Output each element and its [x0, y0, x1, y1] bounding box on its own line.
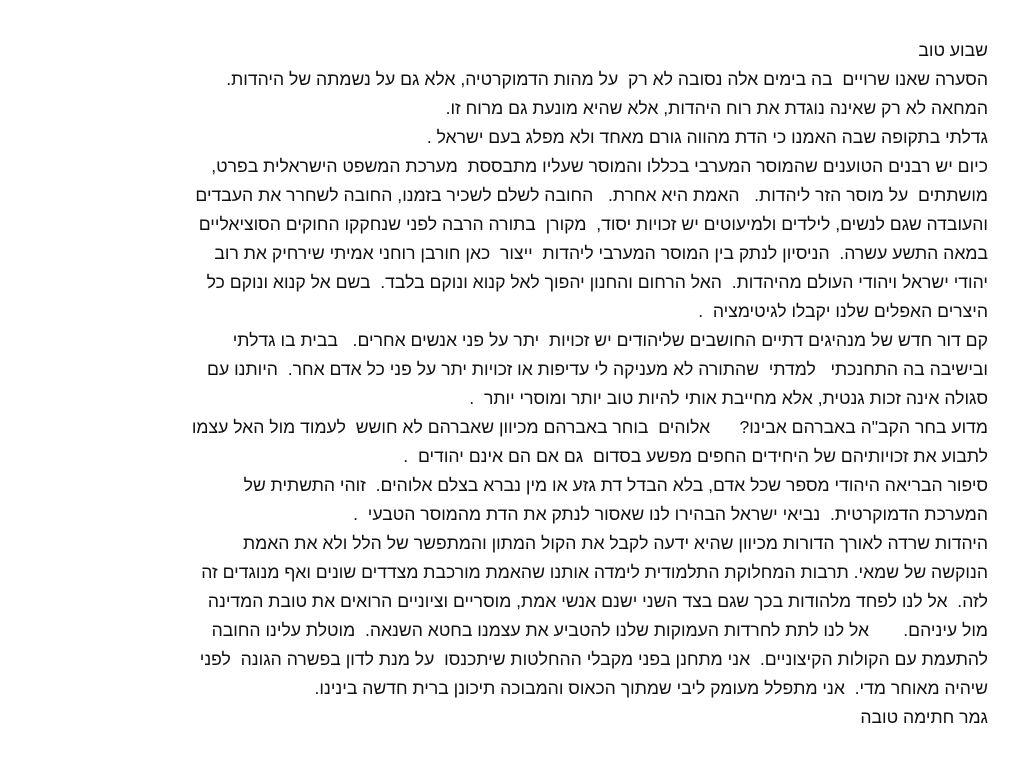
text-line-5: מושתתים על מוסר הזר ליהדות. האמת היא אחרת. החובה לשלם לשכיר בזמנו, החובה לשחרר את העבדים — [195, 185, 988, 205]
text-line-3: גדלתי בתקופה שבה האמנו כי הדת מהווה גורם מאחד ולא מפלג בעם ישראל . — [426, 127, 988, 147]
closing-line: גמר חתימה טובה — [860, 707, 988, 727]
text-line-15: סיפור הבריאה היהודי מספר שכל אדם, בלא הבדל דת גזע או מין נברא בצלם אלוהים. זוהי התשתית של — [243, 475, 988, 495]
text-line-18: הנוקשה של שמאי. תרבות המחלוקת התלמודית לימדה אותנו שהאמת מורכבת מצדדים שונים ואף מנוגדים זה — [201, 562, 988, 582]
text-line-6: והעובדה שגם לנשים, לילדים ולמיעוטים יש זכויות יסוד, מקורן בתורה הרבה לפני שנחקקו החוקים הסוציאליים — [198, 214, 988, 234]
greeting-line: שבוע טוב — [918, 40, 988, 60]
text-line-7: במאה התשע עשרה. הניסיון לנתק בין המוסר המערבי ליהדות ייצור כאן חורבן רוחני אמיתי שירחיק את רוב — [214, 243, 988, 263]
text-line-19: לזה. אל לנו לפחד מלהודות בכך שגם בצד השני ישנם אנשי אמת, מוסריים וציוניים הרואים את טובת המדינה — [207, 591, 988, 611]
text-line-17: היהדות שרדה לאורך הדורות מכיוון שהיא ידעה לקבל את הקול המתון והמתפשר של הלל ולא את האמת — [242, 533, 988, 553]
text-line-2: המחאה לא רק שאינה נוגדת את רוח היהדות, אלא שהיא מונעת גם מרוח זו. — [445, 98, 988, 118]
text-line-10: קם דור חדש של מנהיגים דתיים החושבים שליהודים יש זכויות יתר על פני אנשים אחרים. בבית בו גדלתי — [232, 330, 988, 350]
text-line-8: יהודי ישראל ויהודי העולם מהיהדות. האל הרחום והחנון יהפוך לאל קנוא ונוקם בלבד. בשם אל קנוא ונוקם כל — [206, 272, 988, 292]
text-line-12: סגולה אינה זכות גנטית, אלא מחייבת אותי להיות טוב יותר ומוסרי יותר . — [469, 388, 988, 408]
text-line-20: מול עיניהם. אל לנו לתת לחרדות העמוקות שלנו להטביע את עצמנו בחטא השנאה. מוטלת עלינו החובה — [211, 620, 988, 640]
text-line-11: ובישיבה בה התחנכתי למדתי שהתורה לא מעניקה לי עדיפות או זכויות יתר על פני כל אדם אחר. היותנו עם — [207, 359, 988, 379]
text-line-16: המערכת הדמוקרטית. נביאי ישראל הבהירו לנו שאסור לנתק את הדת מהמוסר הטבעי . — [353, 504, 988, 524]
text-line-4: כיום יש רבנים הטוענים שהמוסר המערבי בכללו והמוסר שעליו מתבססת מערכת המשפט הישראלית בפרט, — [211, 156, 988, 176]
text-line-22: שיהיה מאוחר מדי. אני מתפלל מעומק ליבי שמתוך הכאוס והמבוכה תיכונן ברית חדשה בינינו. — [314, 678, 988, 698]
text-line-1: הסערה שאנו שרויים בה בימים אלה נסובה לא רק על מהות הדמוקרטיה, אלא גם על נשמתה של היהדות. — [226, 69, 988, 89]
text-line-14: לתבוע את זכויותיהם של היחידים החפים מפשע בסדום גם אם הם אינם יהודים . — [403, 446, 988, 466]
text-line-9: היצרים האפלים שלנו יקבלו לגיטימציה . — [698, 301, 988, 321]
text-line-13: מדוע בחר הקב"ה באברהם אבינו? אלוהים בוחר באברהם מכיוון שאברהם לא חושש לעמוד מול האל עצמו — [191, 417, 988, 437]
text-line-21: להתעמת עם הקולות הקיצוניים. אני מתחנן בפני מקבלי ההחלטות שיתכנסו על מנת לדון בפשרה הגונה לפני — [199, 649, 988, 669]
